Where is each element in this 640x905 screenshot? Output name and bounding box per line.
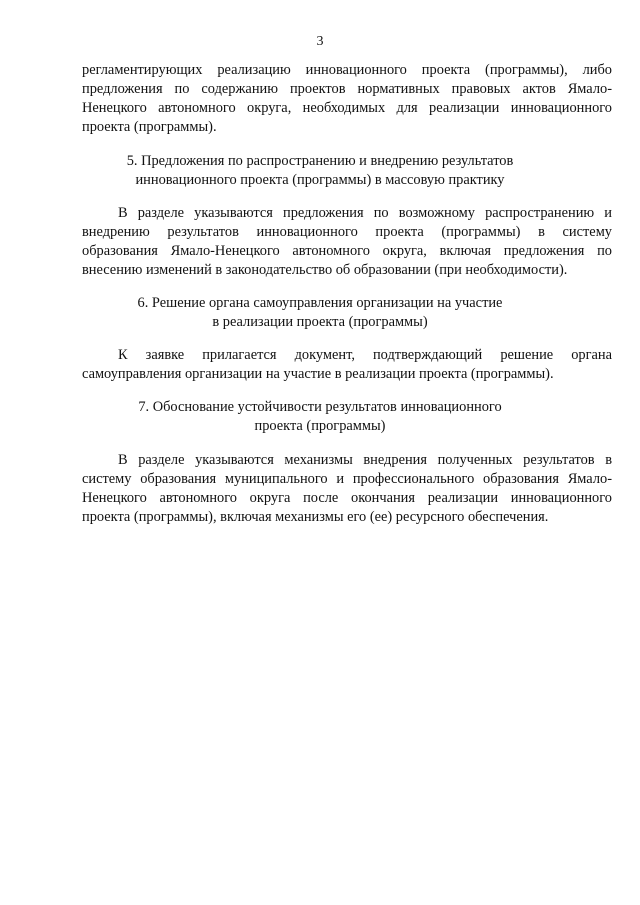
paragraph-line: проекта (программы).: [82, 119, 217, 135]
paragraph-line: самоуправления организации на участие в реализации проекта (программы).: [82, 366, 554, 382]
page-number: 3: [316, 34, 324, 49]
paragraph-line: В разделе указываются предложения по возможному распространению и: [118, 205, 612, 221]
paragraph-line: образования Ямало-Ненецкого автономного округа, включая предложения по: [82, 243, 612, 259]
paragraph-line: внесению изменений в законодательство об образовании (при необходимости).: [82, 262, 568, 278]
section-heading: 7. Обоснование устойчивости результатов инновационного: [138, 399, 502, 415]
paragraph-line: В разделе указываются механизмы внедрения полученных результатов в: [118, 452, 612, 468]
paragraph-line: проекта (программы), включая механизмы его (ее) ресурсного обеспечения.: [82, 509, 549, 525]
section-heading: 6. Решение органа самоуправления организации на участие: [137, 295, 503, 311]
paragraph-line: внедрению результатов инновационного проекта (программы) в систему: [82, 224, 612, 240]
section-heading: 5. Предложения по распространению и внедрению результатов: [126, 153, 514, 169]
paragraph-line: регламентирующих реализацию инновационного проекта (программы), либо: [82, 62, 612, 78]
paragraph-line: Ненецкого автономного округа, необходимых для реализации инновационного: [82, 100, 612, 116]
section-heading: инновационного проекта (программы) в массовую практику: [135, 172, 505, 188]
paragraph-line: систему образования муниципального и профессионального образования Ямало-: [82, 471, 612, 487]
section-heading: в реализации проекта (программы): [212, 314, 428, 330]
paragraph-line: предложения по содержанию проектов нормативных правовых актов Ямало-: [82, 81, 612, 97]
paragraph-line: Ненецкого автономного округа после окончания реализации инновационного: [82, 490, 612, 506]
section-heading: проекта (программы): [254, 418, 386, 434]
paragraph-line: К заявке прилагается документ, подтверждающий решение органа: [118, 347, 612, 363]
